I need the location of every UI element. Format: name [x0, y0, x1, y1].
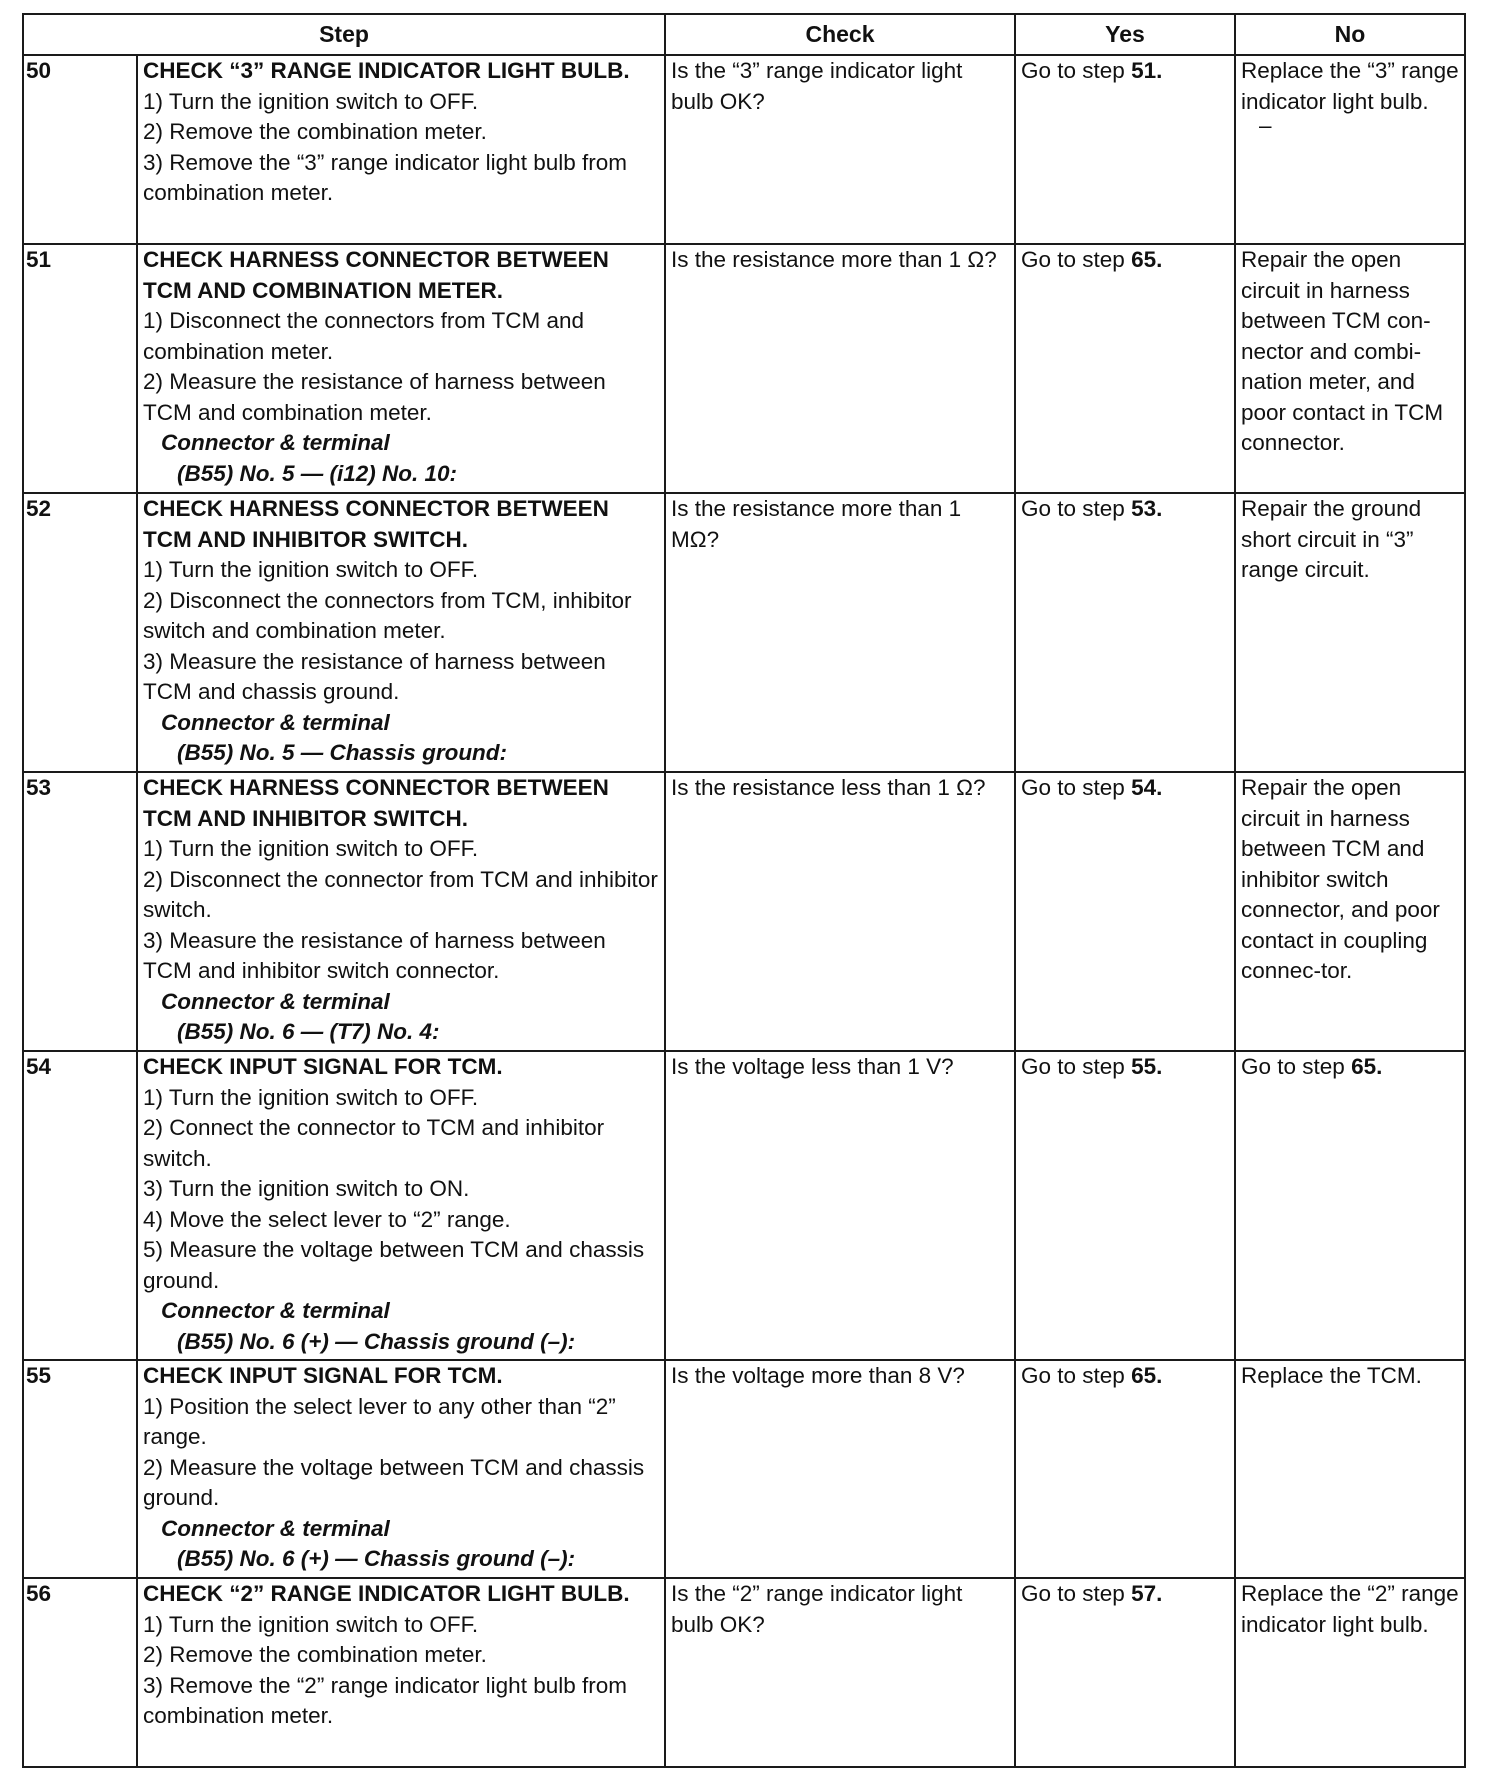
header-no: No — [1235, 14, 1465, 55]
connector-terminal-value: (B55) No. 6 — (T7) No. 4: — [177, 1019, 440, 1044]
check-cell: Is the “2” range indicator light bulb OK? — [665, 1578, 1015, 1767]
header-step: Step — [23, 14, 665, 55]
step-instruction: 1) Position the select lever to any other than “2” range. — [143, 1393, 616, 1449]
yes-prefix: Go to step — [1021, 247, 1125, 272]
step-instruction: 1) Turn the ignition switch to OFF. — [143, 557, 479, 582]
no-action-text: Replace the “2” range indicator light bulb. — [1241, 1581, 1459, 1637]
no-action-text: Repair the open circuit in harness between TCM con-nector and combi-nation meter, and poor contact in TCM connector. — [1241, 247, 1444, 455]
stray-dash-mark: – — [1259, 113, 1272, 138]
step-instruction: 3) Measure the resistance of harness between TCM and chassis ground. — [143, 648, 606, 704]
step-title: CHECK HARNESS CONNECTOR BETWEEN TCM AND INHIBITOR SWITCH. — [143, 775, 609, 831]
yes-step-number: 55. — [1131, 1054, 1163, 1079]
header-yes: Yes — [1015, 14, 1235, 55]
step-cell — [137, 244, 665, 493]
step-title: CHECK INPUT SIGNAL FOR TCM. — [143, 1054, 503, 1079]
yes-prefix: Go to step — [1021, 1581, 1125, 1606]
table-row — [23, 1051, 1465, 1360]
diagnostic-table — [22, 13, 1466, 1768]
step-cell — [137, 55, 665, 244]
yes-cell — [1015, 1578, 1235, 1767]
step-number: 56 — [23, 1578, 137, 1767]
step-instruction: 1) Turn the ignition switch to OFF. — [143, 88, 479, 114]
table-row — [23, 1578, 1465, 1767]
check-cell: Is the “3” range indicator light bulb OK? — [665, 55, 1015, 244]
step-title: CHECK “2” RANGE INDICATOR LIGHT BULB. — [143, 1581, 630, 1606]
yes-step-number: 51. — [1131, 58, 1163, 83]
table-body — [23, 55, 1465, 1767]
step-number: 50 — [23, 55, 137, 244]
table-row — [23, 1360, 1465, 1578]
connector-terminal-label: Connector & terminal — [161, 709, 390, 735]
yes-prefix: Go to step — [1021, 496, 1125, 521]
step-number: 52 — [23, 493, 137, 772]
yes-prefix: Go to step — [1021, 1363, 1125, 1388]
table-row — [23, 244, 1465, 493]
no-cell — [1235, 772, 1465, 1051]
no-cell — [1235, 244, 1465, 493]
yes-prefix: Go to step — [1021, 58, 1125, 83]
connector-terminal-value: (B55) No. 6 (+) — Chassis ground (–): — [177, 1546, 576, 1571]
step-instruction: 3) Measure the resistance of harness between TCM and inhibitor switch connector. — [143, 927, 606, 983]
check-cell: Is the resistance more than 1 Ω? — [665, 244, 1015, 493]
connector-terminal-label: Connector & terminal — [161, 1298, 390, 1323]
no-action-text: Replace the TCM. — [1241, 1363, 1422, 1388]
connector-terminal-value: (B55) No. 6 (+) — Chassis ground (–): — [177, 1328, 576, 1354]
step-cell — [137, 772, 665, 1051]
no-action-text: Replace the “3” range indicator light bulb. — [1241, 58, 1459, 114]
yes-prefix: Go to step — [1021, 1054, 1125, 1079]
connector-terminal-label: Connector & terminal — [161, 988, 390, 1014]
yes-step-number: 57. — [1131, 1581, 1163, 1606]
step-title: CHECK “3” RANGE INDICATOR LIGHT BULB. — [143, 58, 630, 83]
step-instruction: 2) Connect the connector to TCM and inhibitor switch. — [143, 1115, 605, 1171]
yes-cell — [1015, 1051, 1235, 1360]
step-instruction: 5) Measure the voltage between TCM and chassis ground. — [143, 1237, 645, 1293]
step-instruction: 3) Remove the “3” range indicator light bulb from combination meter. — [143, 149, 627, 205]
connector-terminal-label: Connector & terminal — [161, 430, 390, 455]
yes-cell — [1015, 772, 1235, 1051]
step-number: 54 — [23, 1051, 137, 1360]
step-cell — [137, 1051, 665, 1360]
no-step-number: 65. — [1351, 1054, 1383, 1079]
step-instruction: 2) Remove the combination meter. — [143, 119, 487, 144]
yes-step-number: 54. — [1131, 775, 1163, 800]
step-instruction: 3) Remove the “2” range indicator light bulb from combination meter. — [143, 1672, 627, 1728]
connector-terminal-label: Connector & terminal — [161, 1515, 390, 1541]
step-cell — [137, 1360, 665, 1578]
header-check: Check — [665, 14, 1015, 55]
no-prefix: Go to step — [1241, 1054, 1345, 1079]
no-cell — [1235, 1578, 1465, 1767]
table-row — [23, 772, 1465, 1051]
step-instruction: 1) Turn the ignition switch to OFF. — [143, 1084, 479, 1110]
step-instruction: 2) Measure the voltage between TCM and chassis ground. — [143, 1454, 645, 1510]
yes-step-number: 65. — [1131, 1363, 1163, 1388]
check-cell: Is the resistance more than 1 MΩ? — [665, 493, 1015, 772]
step-instruction: 2) Disconnect the connectors from TCM, inhibitor switch and combination meter. — [143, 587, 632, 643]
no-cell — [1235, 1360, 1465, 1578]
connector-terminal-value: (B55) No. 5 — (i12) No. 10: — [177, 460, 458, 486]
check-cell: Is the voltage more than 8 V? — [665, 1360, 1015, 1578]
no-cell — [1235, 1051, 1465, 1360]
step-instruction: 2) Measure the resistance of harness between TCM and combination meter. — [143, 369, 606, 425]
step-title: CHECK INPUT SIGNAL FOR TCM. — [143, 1363, 503, 1388]
step-number: 55 — [23, 1360, 137, 1578]
yes-step-number: 53. — [1131, 496, 1163, 521]
yes-prefix: Go to step — [1021, 775, 1125, 800]
no-cell — [1235, 493, 1465, 772]
step-cell — [137, 1578, 665, 1767]
yes-cell — [1015, 55, 1235, 244]
yes-cell — [1015, 493, 1235, 772]
check-cell: Is the resistance less than 1 Ω? — [665, 772, 1015, 1051]
step-instruction: 1) Disconnect the connectors from TCM and combination meter. — [143, 308, 585, 364]
step-instruction: 2) Disconnect the connector from TCM and inhibitor switch. — [143, 866, 658, 922]
step-title: CHECK HARNESS CONNECTOR BETWEEN TCM AND COMBINATION METER. — [143, 247, 609, 303]
step-title: CHECK HARNESS CONNECTOR BETWEEN TCM AND INHIBITOR SWITCH. — [143, 496, 609, 552]
no-action-text: Repair the ground short circuit in “3” range circuit. — [1241, 496, 1422, 582]
step-number: 53 — [23, 772, 137, 1051]
step-instruction: 1) Turn the ignition switch to OFF. — [143, 1611, 479, 1637]
step-cell — [137, 493, 665, 772]
yes-cell — [1015, 244, 1235, 493]
yes-step-number: 65. — [1131, 247, 1163, 272]
step-instruction: 4) Move the select lever to “2” range. — [143, 1206, 511, 1232]
step-instruction: 2) Remove the combination meter. — [143, 1642, 487, 1667]
connector-terminal-value: (B55) No. 5 — Chassis ground: — [177, 740, 508, 765]
step-instruction: 3) Turn the ignition switch to ON. — [143, 1176, 470, 1201]
step-number: 51 — [23, 244, 137, 493]
table-row — [23, 493, 1465, 772]
table-row — [23, 55, 1465, 244]
no-action-text: Repair the open circuit in harness between TCM and inhibitor switch connector, and poor contact in coupling connec-tor. — [1241, 775, 1440, 983]
check-cell: Is the voltage less than 1 V? — [665, 1051, 1015, 1360]
no-cell — [1235, 55, 1465, 244]
yes-cell — [1015, 1360, 1235, 1578]
step-instruction: 1) Turn the ignition switch to OFF. — [143, 836, 479, 861]
table-header-row — [23, 14, 1465, 55]
